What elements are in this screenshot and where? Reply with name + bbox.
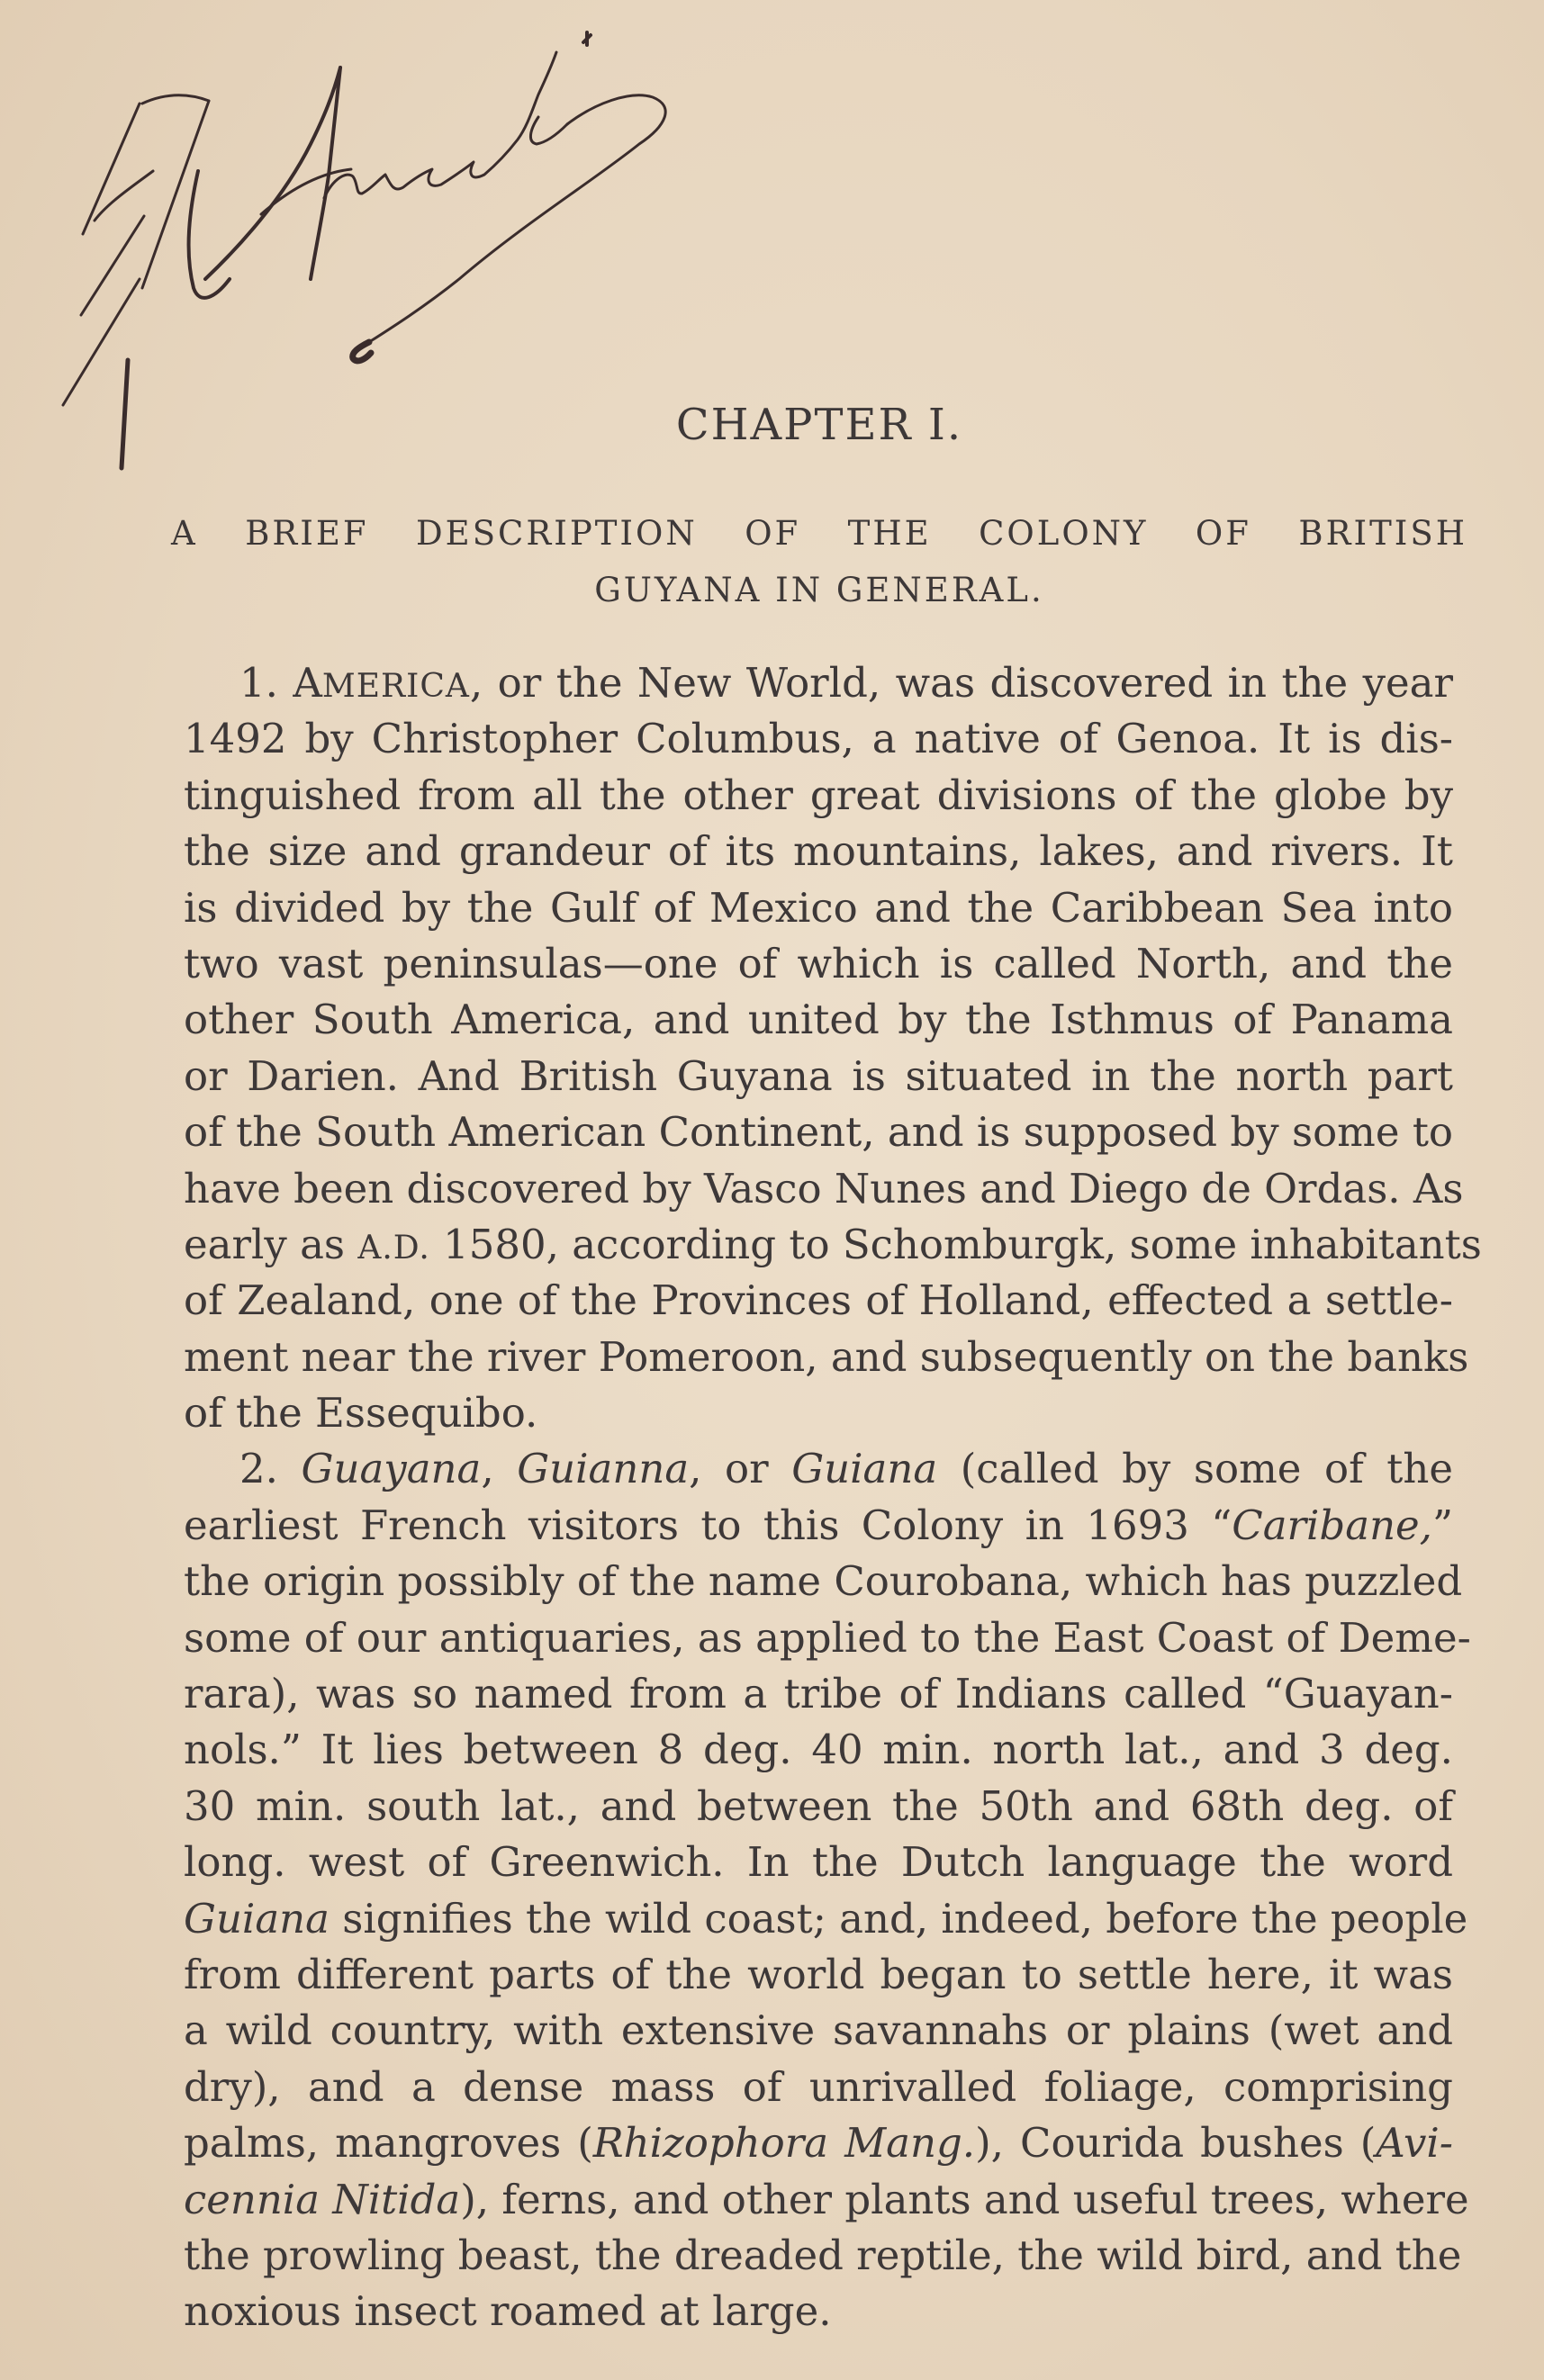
text-line: noxious insect roamed at large. — [184, 2287, 832, 2336]
text-line: the origin possibly of the name Courobana, which has puzzled — [184, 1557, 1463, 1606]
text-line: 2. Guayana, Guianna, or Guiana (called by some of the — [239, 1445, 1453, 1493]
text-line: early as A.D. 1580, according to Schomburgk, some inhabitants — [184, 1220, 1482, 1268]
text-line: or Darien. And British Guyana is situated in the north part — [184, 1051, 1453, 1100]
text-line: other South America, and united by the Isthmus of Panama — [184, 996, 1453, 1044]
chapter-subtitle-line-2: GUYANA IN GENERAL. — [594, 571, 1044, 609]
text-line: of the Essequibo. — [184, 1389, 538, 1438]
text-line: two vast peninsulas—one of which is called North, and the — [184, 939, 1453, 987]
text-line: of the South American Continent, and is supposed by some to — [184, 1108, 1453, 1157]
body-text — [184, 655, 1482, 2340]
chapter-heading: CHAPTER I. — [675, 400, 963, 450]
text-line: from different parts of the world began to settle here, it was — [184, 1950, 1453, 1998]
text-line: the prowling beast, the dreaded reptile, the wild bird, and the — [184, 2231, 1462, 2279]
text-line: palms, mangroves (Rhizophora Mang.), Courida bushes (Avi- — [184, 2119, 1453, 2168]
chapter-subtitle-line-1: A BRIEF DESCRIPTION OF THE COLONY OF BRITISH — [171, 514, 1467, 553]
text-line: 30 min. south lat., and between the 50th and 68th deg. of — [184, 1781, 1453, 1830]
text-line: Guiana signifies the wild coast; and, indeed, before the people — [184, 1894, 1468, 1943]
text-line: nols.” It lies between 8 deg. 40 min. north lat., and 3 deg. — [184, 1726, 1453, 1774]
text-line: a wild country, with extensive savannahs or plains (wet and — [184, 2006, 1453, 2055]
text-line: 1. AMERICA, or the New World, was discovered in the year — [239, 659, 1453, 707]
paragraph-2 — [184, 1441, 1471, 2339]
text-line: tinguished from all the other great divisions of the globe by — [184, 771, 1453, 819]
text-line: ment near the river Pomeroon, and subsequently on the banks — [184, 1332, 1469, 1381]
text-line: the size and grandeur of its mountains, lakes, and rivers. It — [184, 827, 1453, 876]
text-line: cennia Nitida), ferns, and other plants and useful trees, where — [184, 2175, 1469, 2223]
text-line: is divided by the Gulf of Mexico and the Caribbean Sea into — [184, 883, 1453, 932]
paragraph-1 — [184, 655, 1482, 1441]
text-line: of Zealand, one of the Provinces of Holland, effected a settle- — [184, 1276, 1453, 1325]
text-line: long. west of Greenwich. In the Dutch language the word — [184, 1838, 1453, 1887]
text-line: dry), and a dense mass of unrivalled foliage, comprising — [184, 2062, 1453, 2111]
text-line: rara), was so named from a tribe of Indians called “Guayan- — [184, 1670, 1453, 1718]
text-line: some of our antiquaries, as applied to the East Coast of Deme- — [184, 1613, 1471, 1662]
text-line: have been discovered by Vasco Nunes and Diego de Ordas. As — [184, 1164, 1464, 1213]
text-line: earliest French visitors to this Colony in 1693 “Caribane,” — [184, 1501, 1453, 1549]
text-line: 1492 by Christopher Columbus, a native of Genoa. It is dis- — [184, 715, 1453, 763]
